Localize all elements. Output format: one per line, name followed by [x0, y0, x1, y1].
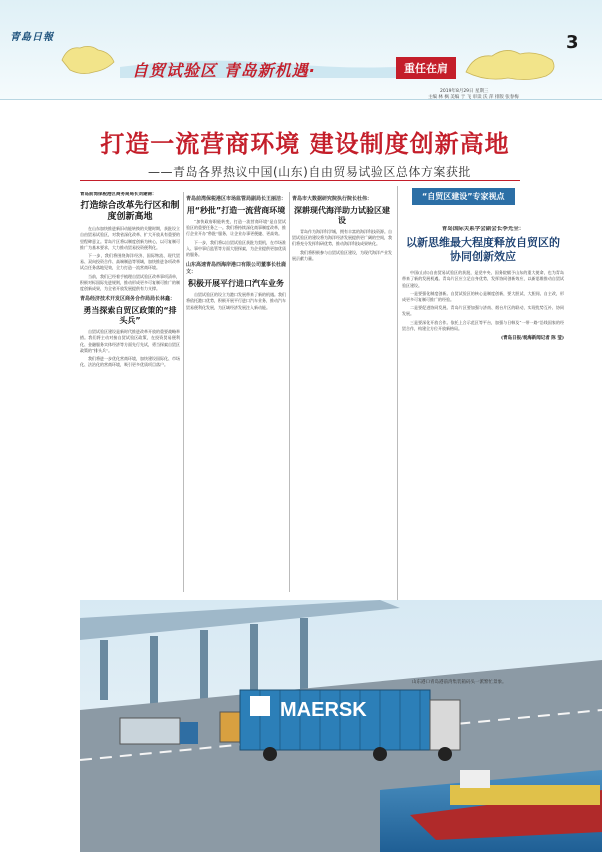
article-byline: 青岛前湾保税港区商务局局长刘建锦：: [80, 192, 157, 197]
masthead: [0, 0, 602, 100]
article-column-2: [186, 192, 286, 572]
article-paragraph: 当前，我们已经着手梳理自贸试验区改革事项清单，积极对标国际先进规则，推动形成更多可复制可推广的制度创新成果，为全省开放发展提供有力支撑。: [80, 273, 180, 292]
sidebar-kicker: 青岛国际关系学会副会长李光全：: [441, 226, 525, 232]
topic-title: 自贸试验区 青岛新机遇·: [132, 61, 316, 80]
article-paragraph: 青岛作为海洋科学城，拥有丰富的海洋科技资源。自贸试验区的建设将为海洋经济发展提供更广阔的空间，我们将充分发挥科研优势，推动海洋科技成果转化。: [292, 229, 392, 247]
article-byline: 青岛市大数据研究院执行院长杜伟：: [292, 196, 373, 202]
sidebar-credit: (青岛日报/观海新闻记者 陈 莹): [500, 336, 564, 342]
star-logo: [250, 696, 270, 716]
article-byline: 山东高速青岛西海岸港口有限公司董事长杜鹿文：: [186, 262, 286, 276]
article-title: 勇当探索自贸区政策的“排头兵”: [83, 306, 177, 326]
headline: 打造一流营商环境 建设制度创新高地: [100, 130, 510, 158]
sidebar-paragraph: 二是要促进协同发展。青岛片区要加强与济南、烟台片区的联动，实现优势互补、协同发展。: [402, 305, 564, 317]
article-byline: 青岛经济技术开发区商务合作局局长林鑫：: [80, 296, 176, 303]
headline-rule: [80, 180, 520, 181]
sidebar-paragraph: 三是要深化开放合作。依托上合示范区等平台，加强与日韩及“一带一路”沿线国家的经贸合作，构建全方位开放新格局。: [402, 319, 564, 331]
paper-logo: 青島日報: [10, 32, 54, 43]
editors-line: 主编 林 枫 美编 于 飞 审读 沃 萍 排版 张春梅: [428, 95, 519, 100]
sidebar-title: 以新思维最大程度释放自贸区的协同创新效应: [406, 236, 560, 264]
article-paragraph: “加快政府职能转变，打造一流营商环境”是自贸试验区的重要任务之一。我们将持续深化商事制度改革，推行企业开办“秒批”服务，让企业办事更便捷、更高效。: [186, 219, 286, 237]
article-title: 深耕现代海洋助力试验区建设: [294, 206, 390, 225]
article-paragraph: 自贸试验区的设立为港口发展带来了新的机遇。我们将依托港口优势，积极开展平行进口汽车业务，推动汽车贸易便利化发展，为区域经济发展注入新动能。: [186, 292, 286, 310]
map-icon: [58, 40, 118, 80]
sidebar-tag: “自贸区建设”专家视点: [412, 188, 515, 205]
photo-caption: 山东港口青岛港前湾集装箱码头一派繁忙景象。: [412, 680, 507, 685]
article-paragraph: 我们将积极参与自贸试验区建设，为现代海洋产业发展贡献力量。: [292, 249, 392, 261]
article-paragraph: 下一步，我们将以自贸试验区获批为契机，在市场准入、事中事后监管等方面大胆探索，为企业提供更加优质的服务。: [186, 239, 286, 258]
article-paragraph: 我们将进一步优化营商环境，加快建设国际化、市场化、法治化的营商环境，吸引更多优质项目落户。: [80, 356, 180, 368]
article-paragraph: 自贸试验区建设是新时代推进改革开放的重要战略举措。我们将主动对接自贸试验区政策，在投资贸易便利化、金融服务实体经济等方面先行先试，勇当探索自贸区政策的“排头兵”。: [80, 329, 180, 353]
column-divider: [289, 192, 290, 592]
article-title: 积极开展平行进口汽车业务: [188, 279, 284, 289]
date-line: 2019年8月29日 星期三: [440, 89, 489, 94]
container-truck: [240, 690, 460, 761]
article-title: 打造综合改革先行区和制度创新高地: [80, 201, 180, 223]
page-number: 3: [566, 32, 579, 53]
container-brand: MAERSK: [280, 699, 367, 721]
sidebar-paragraph: 中国(山东)自由贸易试验区的获批，是党中央、国务院赋予山东的重大使命，也为青岛带来了新的发展机遇。青岛片区应立足自身优势，发挥协同创新效应，以新思维推动自贸试验区建设。: [402, 270, 564, 288]
section-tag: 重任在肩: [396, 57, 456, 79]
port-photo: [80, 600, 602, 852]
article-paragraph: 在山东加快推进新旧动能转换的关键时期，获批设立自由贸易试验区，对我省深化改革、扩大开放具有重要的里程碑意义。青岛片区将以制度创新为核心，以可复制可推广为基本要求，大力推动贸易投资便利化。: [80, 226, 180, 250]
sidebar-paragraph: 一是要强化制度创新。自贸试验区的核心是制度创新，要大胆试、大胆闯、自主改，形成更多可复制可推广的经验。: [402, 290, 564, 303]
column-divider: [183, 192, 184, 592]
article-title: 用“秒批”打造一流营商环境: [186, 206, 286, 215]
map-icon: [462, 42, 562, 84]
article-byline: 青岛前湾保税港区市场监管局副局长王丽洁：: [186, 196, 286, 202]
subhead: ——青岛各界热议中国(山东)自由贸易试验区总体方案获批: [148, 165, 471, 179]
article-column-3: [292, 192, 392, 552]
article-column-1: [80, 192, 180, 612]
article-paragraph: 下一步，我们将围绕海洋经济、国际物流、现代贸易、双向投资合作、高端制造等领域，加快推进各项改革试点任务落地见效，全力打造一流营商环境。: [80, 253, 180, 271]
